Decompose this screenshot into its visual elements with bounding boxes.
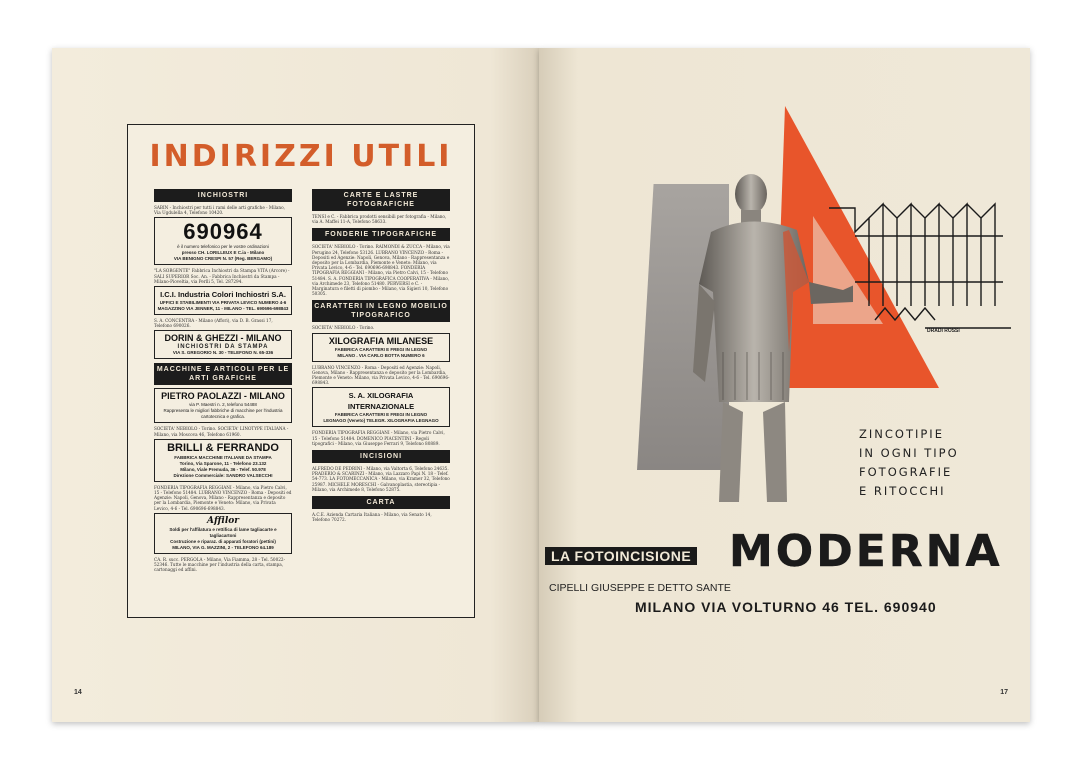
ad-line: FABBRICA CARATTERI E FREGI IN LEGNO <box>334 412 428 418</box>
ad-line: Torino, Via Sparone, 11 - Telefono 23.132 <box>179 460 267 466</box>
ad-line: MILANO . VIA CARLO BOTTA NUMERO 6 <box>337 352 425 358</box>
ad-line: VIA BENIGNO CRESPI N. 57 (Reg. BERGAMO) <box>173 256 273 262</box>
magazine-spread <box>52 48 1030 722</box>
listing-text: SOCIETA' NEBIOLO - Torino. <box>312 325 375 331</box>
ad-line: FABBRICA MACCHINE ITALIANE DA STAMPA <box>174 454 272 460</box>
right-column <box>312 185 450 524</box>
ad-line: MILANO, VIA G. MAZZINI, 2 - TELEFONO 64.189 <box>172 544 274 550</box>
ad-line: è il numero telefonico per le vostre ordinazioni <box>177 244 269 250</box>
ad-line: via P. Maestri n. 2, telefono 54488 <box>189 402 257 408</box>
ad-title: DORIN & GHEZZI - MILANO <box>164 333 282 344</box>
ad-line: Rappresenta le migliori fabbriche di macchine per l'industria cartotecnica e grafica. <box>163 408 283 420</box>
ad-title: Affilor <box>206 515 239 526</box>
section-header-macchine: MACCHINE E ARTICOLI PER LE ARTI GRAFICHE <box>154 363 292 385</box>
service-item: IN OGNI TIPO <box>859 446 959 460</box>
directory-frame <box>127 124 475 618</box>
services-list <box>859 425 959 501</box>
ad-line: Direzione Commerciale: SANDRO VALSECCHI <box>173 472 273 478</box>
page-number-left: 14 <box>74 689 82 696</box>
ad-title: S. A. XILOGRAFIA INTERNAZIONALE <box>347 391 415 412</box>
listing-text: SOCIETA' NEBIOLO - Torino. RAIMONDI & ZUCCA - Milano, via Perugino 24, Telefono 53126. LUBRANO VINCENZO - Roma - Depositi ed Agenzie: Napoli, Genova, Milano - Rappresentanza e deposito per la Lombardia, Piemonte e Veneto: Milano, via Privata Levico, 4-6 - Tel. 690696-698843. FONDERIA TIPOGRAFIA REGGIANI - Milano, via Pietro Calvi, 15 - Telefono 51484. S. A. FONDERIA TIPOGRAFICA COOPERATIVA - Milano, via Archimede 23, Telefono 51480. PERVERSI e C. - Marginatura e filetti di piombo - Milano, via Sigieri 10, Telefono 50305. <box>312 244 450 297</box>
listing-text: A.C.E. Azienda Cartaria Italiana - Milano, via Senato 14, Telefono 70272. <box>312 512 432 523</box>
section-header-carte: CARTE E LASTRE FOTOGRAFICHE <box>312 189 450 211</box>
listing-text: FONDERIA TIPOGRAFIA REGGIANI - Milano, via Pietro Calvi, 15 - Telefono 51484. LUBRANO VINCENZO - Roma - Depositi ed Agenzie: Napoli, Genova, Milano - Rappresentanza e deposito per la Lombardia, Piemonte e Veneto: Milano, via Privata Levico, 4-6 - Tel. 690696-698843. <box>154 484 292 511</box>
section-header-incisioni: INCISIONI <box>312 450 450 463</box>
ad-affilor <box>154 513 292 554</box>
section-header-inchiostri: INCHIOSTRI <box>154 189 292 202</box>
ad-ici <box>154 286 292 315</box>
section-header-carta: CARTA <box>312 496 450 509</box>
ad-xilografia-milanese <box>312 333 450 362</box>
ad-brilli-ferrando <box>154 439 292 482</box>
listing-text: "LA SORGENTE" Fabbrica Inchiostri da Stampa VITA (Arcore) - SALI SUPERIOR Soc. An. - Fabbrica Inchiostri da Stampa - Milano-Pioveltia, via Perlli 5, Tel. 287294. <box>154 268 290 284</box>
page-number-right: 17 <box>1000 689 1008 696</box>
ad-line: Milano, Viale Premuda, 36 - Telef. 50.978 <box>180 466 266 472</box>
owners-line: CIPELLI GIUSEPPE E DETTO SANTE <box>549 582 731 594</box>
ad-line: presso CH. LORILLEUX E C.ia - Milano <box>181 250 265 256</box>
listing-text: CA. R. succ. PERGOLA - Milano, Via Fiamma, 28 - Tel. 50022-52346. Tutte le macchine per l'industria della carta, stampa, cartonaggi ed affini. <box>154 556 285 573</box>
listing-text: ALFREDO DE PEDRINI - Milano, via Valtorta 6, Telefono 24635. PRADERIO & SCARINZI - Milano, via Lazzaro Papi N. 18 - Telef. 54-773. LA FOTOMECCANICA - Milano, via Kramer 32, Telefono 25987. MICHELE MORESCHI - Galvanoplastia, stereotipia - Milano, via Archimede 8, Telefono 52875. <box>312 466 450 492</box>
ad-title: PIETRO PAOLAZZI - MILANO <box>161 391 285 402</box>
listing-text: FONDERIA TIPOGRAFIA REGGIANI - Milano, via Pietro Calvi, 15 - Telefono 51484. DOMENICO PIACENTINI - Regoli tipografici - Milano, via Giuseppe Ferrari 9, Telefono 80889. <box>312 430 445 446</box>
ad-line: LEGNAGO (Veneto) TELEGR. XILOGRAFIA LEGNAGO <box>323 418 439 424</box>
artist-signature: DRADI ROSSI <box>927 328 960 334</box>
left-page <box>52 48 539 722</box>
section-header-caratteri: CARATTERI IN LEGNO MOBILIO TIPOGRAFICO <box>312 300 450 322</box>
left-column <box>154 185 292 574</box>
ad-dorin-ghezzi <box>154 330 292 359</box>
ad-title: XILOGRAFIA MILANESE <box>328 335 434 346</box>
right-page <box>539 48 1030 722</box>
brand-prefix-banner: LA FOTOINCISIONE <box>545 547 697 565</box>
ad-line: MAGAZZINO VIA JENNER, 11 - MILANO - TEL. 690696-698843 <box>157 306 289 312</box>
listing-text: SABIN - Inchiostri per tutti i rami delle arti grafiche - Milano, Via Ugdulella 4, Telefono 10420. <box>154 205 285 216</box>
listing-text: TENSI e C. - Fabbrica prodotti sensibili per fotografia - Milano, via A. Maffei 11-A, Telefono 58633. <box>312 214 447 225</box>
ad-line: FABBRICA CARATTERI E FREGI IN LEGNO <box>334 346 428 352</box>
ad-line: UFFICI E STABILIMENTI VIA PRIVATA LEVICO NUMERO 4-6 <box>159 300 287 306</box>
ad-line: Costruzione e riparaz. di apparati foratori (pettini) <box>170 538 276 544</box>
ad-xilografia-internazionale <box>312 387 450 427</box>
page-title: INDIRIZZI UTILI <box>149 139 453 174</box>
ad-line: Soldi per l'affilatura e rettifica di lame tagliacarte e tagliacartoni <box>169 526 277 538</box>
service-item: E RITOCCHI <box>859 484 946 498</box>
ad-title: I.C.I. Industria Colori Inchiostri S.A. <box>160 290 286 300</box>
service-item: FOTOGRAFIE <box>859 465 953 479</box>
ad-line: INCHIOSTRI DA STAMPA <box>177 344 269 351</box>
listing-text: S. A. CONCENTRA - Milano (Affori), via D. B. Grassi 17, Telefono 690026. <box>154 318 273 329</box>
listing-text: LUBRANO VINCENZO - Roma - Depositi ed Agenzie: Napoli, Genova, Milano - Rappresentanza e deposito per la Lombardia, Piemonte e Veneto: Milano, via Privata Levico, 4-6 - Tel. 690696-698843. <box>312 364 450 386</box>
section-header-fonderie: FONDERIE TIPOGRAFICHE <box>312 228 450 241</box>
listing-text: SOCIETA' NEBIOLO - Torino. SOCIETA' LINOTYPE ITALIANA - Milano, via Moscova 46, Telefono 61960. <box>154 426 289 437</box>
ad-paolazzi <box>154 388 292 423</box>
address-line: MILANO VIA VOLTURNO 46 TEL. 690940 <box>635 599 937 615</box>
ad-phone-number: 690964 <box>183 219 263 245</box>
service-item: ZINCOTIPIE <box>859 427 944 441</box>
ad-line: VIA S. GREGORIO N. 30 - TELEFONO N. 65-336 <box>172 350 274 356</box>
brand-name: MODERNA <box>729 526 1003 577</box>
fence-drawing-icon <box>825 196 1015 332</box>
ad-title: BRILLI & FERRANDO <box>167 441 279 454</box>
ad-lorilleux <box>154 217 292 265</box>
